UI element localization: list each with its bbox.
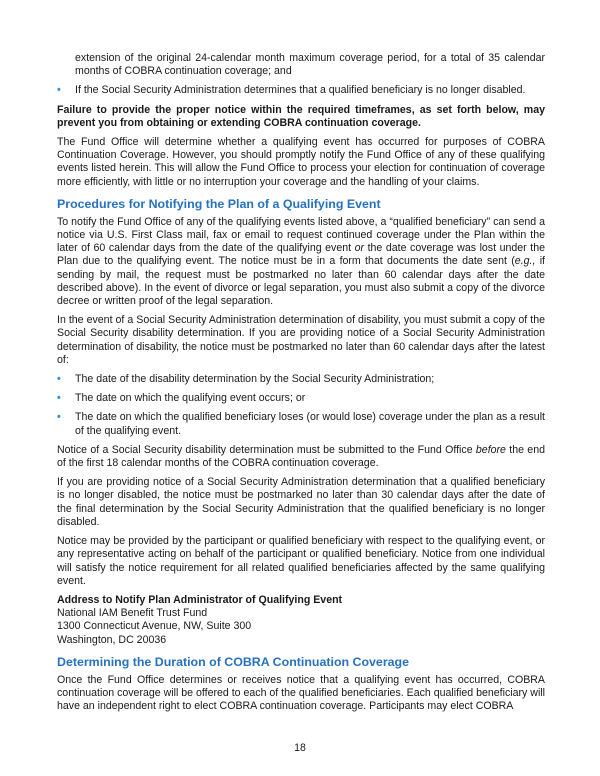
document-page xyxy=(57,52,545,719)
bullet-text: The date of the disability determination by the Social Security Administration; xyxy=(75,373,435,386)
paragraph-fund-office: The Fund Office will determine whether a qualifying event has occurred for purposes of COBRA Continuation Coverage. However, you should promptly notify the Fund Office of any of these qualifying events listed herein. This will allow the Fund Office to process your election for continuation of coverage more efficiently, with little or no interruption your coverage and the handling of your claims. xyxy=(57,136,545,188)
bullet-icon: • xyxy=(57,373,61,386)
address-line: Washington, DC 20036 xyxy=(57,633,167,646)
bullet-item xyxy=(57,411,545,437)
continued-text: extension of the original 24-calendar month maximum coverage period, for a total of 35 calendar months of COBRA continuation coverage; and xyxy=(75,52,545,78)
page-number: 18 xyxy=(294,742,306,754)
paragraph-no-longer-disabled: If you are providing notice of a Social Security Administration determination that a qualified beneficiary is no longer disabled, the notice must be postmarked no later than 30 calendar days after the date of the final determination by the Social Security Administration that the qualified beneficiary is no longer disabled. xyxy=(57,476,545,528)
address-line: National IAM Benefit Trust Fund xyxy=(57,607,208,620)
address-title: Address to Notify Plan Administrator of Qualifying Event xyxy=(57,593,343,606)
bullet-text: The date on which the qualified beneficiary loses (or would lose) coverage under the plan as a result of the qualifying event. xyxy=(75,411,545,437)
paragraph-notice-provided: Notice may be provided by the participant or qualified beneficiary with respect to the qualifying event, or any representative acting on behalf of the participant or qualified beneficiary. Notice from one individual will satisfy the notice requirement for all related qualified beneficiaries affected by the same qualifying event. xyxy=(57,535,545,587)
bullet-item xyxy=(57,373,545,386)
bullet-text: The date on which the qualifying event occurs; or xyxy=(75,392,306,405)
paragraph-disability: In the event of a Social Security Administration determination of disability, you must submit a copy of the Social Security disability determination. If you are providing notice of a Social Security Administration determination of disability, the notice must be postmarked no later than 60 calendar days after the latest of: xyxy=(57,314,545,366)
paragraph-duration: Once the Fund Office determines or receives notice that a qualifying event has occurred, COBRA continuation coverage will be offered to each of the qualified beneficiaries. Each qualified beneficiary will have an independent right to elect COBRA continuation coverage. Participants may elect COBRA xyxy=(57,673,546,713)
address-line: 1300 Connecticut Avenue, NW, Suite 300 xyxy=(57,620,252,633)
paragraph-notice-ssd: Notice of a Social Security disability determination must be submitted to the Fund Office before the end of the first 18 calendar months of the COBRA continuation coverage. xyxy=(57,443,545,470)
bullet-icon: • xyxy=(57,411,61,424)
bullet-text: If the Social Security Administration determines that a qualified beneficiary is no longer disabled. xyxy=(75,84,526,97)
address-block xyxy=(57,594,545,647)
bullet-icon: • xyxy=(57,392,61,405)
warning-text: Failure to provide the proper notice within the required timeframes, as set forth below, may prevent you from obtaining or extending COBRA continuation coverage. xyxy=(57,103,545,129)
heading-duration: Determining the Duration of COBRA Continuation Coverage xyxy=(57,654,409,669)
heading-procedures: Procedures for Notifying the Plan of a Qualifying Event xyxy=(57,196,381,211)
bullet-icon: • xyxy=(57,84,61,97)
bullet-item xyxy=(57,84,545,97)
bullet-item xyxy=(57,392,545,405)
paragraph-notify: To notify the Fund Office of any of the qualifying events listed above, a “qualified beneficiary” can send a notice via U.S. First Class mail, fax or email to request continued coverage under the Plan within the later of 60 calendar days from the date of the qualifying event or the date coverage was lost under the Plan due to the qualifying event. The notice must be in a form that documents the date sent (e.g., if sending by mail, the request must be postmarked no later than 60 calendar days after the date described above). In the event of divorce or legal separation, you must also submit a copy of the divorce decree or written proof of the legal separation. xyxy=(57,215,545,308)
